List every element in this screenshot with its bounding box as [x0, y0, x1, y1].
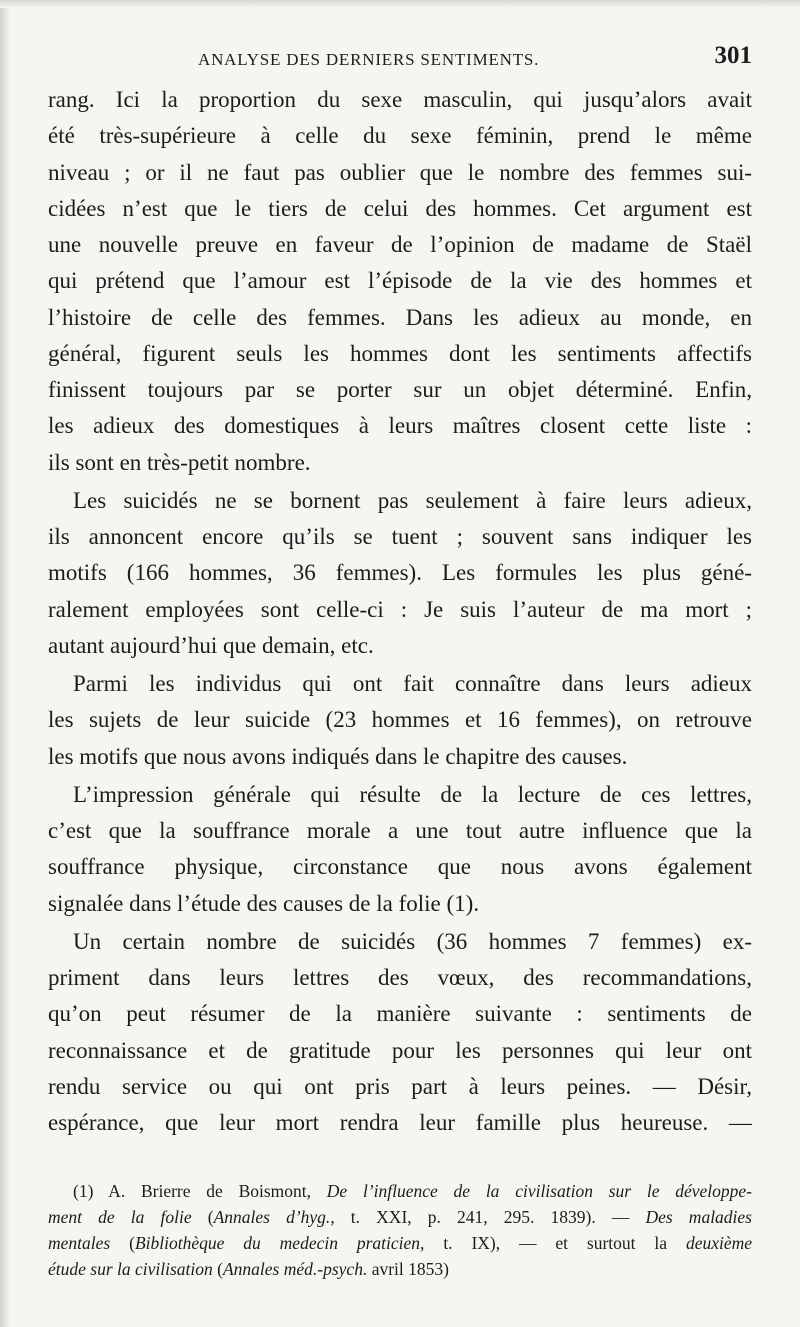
text-line: rendu service ou qui ont pris part à leurs peines. — Désir, — [48, 1073, 752, 1099]
text-line: finissent toujours par se porter sur un objet déterminé. Enfin, — [48, 377, 752, 402]
paragraph — [48, 483, 752, 664]
text-line: les adieux des domestiques à leurs maîtres closent cette liste : — [48, 413, 752, 439]
text-line: une nouvelle preuve en faveur de l’opinion de madame de Staël — [48, 232, 752, 257]
text-line: signalée dans l’étude des causes de la folie (1). — [48, 890, 480, 916]
text-line: priment dans leurs lettres des vœux, des recommandations, — [48, 965, 752, 990]
paragraph — [48, 924, 752, 1142]
text-line: général, figurent seuls les hommes dont les sentiments affectifs — [48, 340, 752, 366]
running-title: ANALYSE DES DERNIERS SENTIMENTS. — [198, 50, 540, 69]
text-line: été très-supérieure à celle du sexe féminin, prend le même — [48, 123, 752, 149]
text-line: cidées n’est que le tiers de celui des hommes. Cet argument est — [48, 195, 752, 221]
text-line: motifs (166 hommes, 36 femmes). Les formules les plus géné- — [48, 560, 752, 586]
text-line: les motifs que nous avons indiqués dans le chapitre des causes. — [48, 743, 628, 769]
text-line: autant aujourd’hui que demain, etc. — [48, 632, 374, 658]
text-line: souffrance physique, circonstance que nous avons également — [48, 854, 752, 880]
page-top-shadow — [0, 0, 800, 8]
footnote-line: ment de la folie (Annales d’hyg., t. XXI, p. 241, 295. 1839). — Des maladies — [48, 1207, 752, 1227]
text-line: ils sont en très-petit nombre. — [48, 449, 311, 475]
footnote — [48, 1178, 752, 1282]
text-line: l’histoire de celle des femmes. Dans les adieux au monde, en — [48, 304, 752, 330]
text-line: reconnaissance et de gratitude pour les personnes qui leur ont — [48, 1037, 752, 1063]
text-line: espérance, que leur mort rendra leur famille plus heureuse. — — [48, 1110, 752, 1135]
text-line: qui prétend que l’amour est l’épisode de la vie des hommes et — [48, 268, 752, 294]
text-line: L’impression générale qui résulte de la lecture de ces lettres, — [73, 781, 752, 807]
footnote-line: étude sur la civilisation (Annales méd.-psych. avril 1853) — [48, 1259, 449, 1279]
page-number: 301 — [714, 42, 752, 69]
text-line: niveau ; or il ne faut pas oublier que le nombre des femmes sui- — [48, 159, 752, 185]
text-line: ils annoncent encore qu’ils se tuent ; souvent sans indiquer les — [48, 524, 752, 549]
page-edge-shadow — [0, 0, 10, 1327]
text-line: rang. Ici la proportion du sexe masculin, qui jusqu’alors avait — [48, 87, 752, 112]
text-line: Un certain nombre de suicidés (36 hommes 7 femmes) ex- — [73, 928, 752, 954]
text-line: qu’on peut résumer de la manière suivante : sentiments de — [48, 1001, 752, 1027]
body-text — [48, 82, 752, 1143]
page-header — [48, 38, 752, 74]
text-line: les sujets de leur suicide (23 hommes et 16 femmes), on retrouve — [48, 707, 752, 733]
paragraph — [48, 666, 752, 775]
footnote-line: (1) A. Brierre de Boismont, De l’influence de la civilisation sur le développe- — [73, 1181, 752, 1201]
paragraph — [48, 777, 752, 922]
text-line: c’est que la souffrance morale a une tout autre influence que la — [48, 818, 752, 843]
footnote-line: mentales (Bibliothèque du medecin praticien, t. IX), — et surtout la deuxième — [48, 1233, 752, 1253]
text-line: Parmi les individus qui ont fait connaître dans leurs adieux — [73, 671, 752, 696]
text-line: ralement employées sont celle-ci : Je suis l’auteur de ma mort ; — [48, 596, 752, 622]
paragraph — [48, 82, 752, 481]
text-line: Les suicidés ne se bornent pas seulement à faire leurs adieux, — [73, 487, 752, 513]
